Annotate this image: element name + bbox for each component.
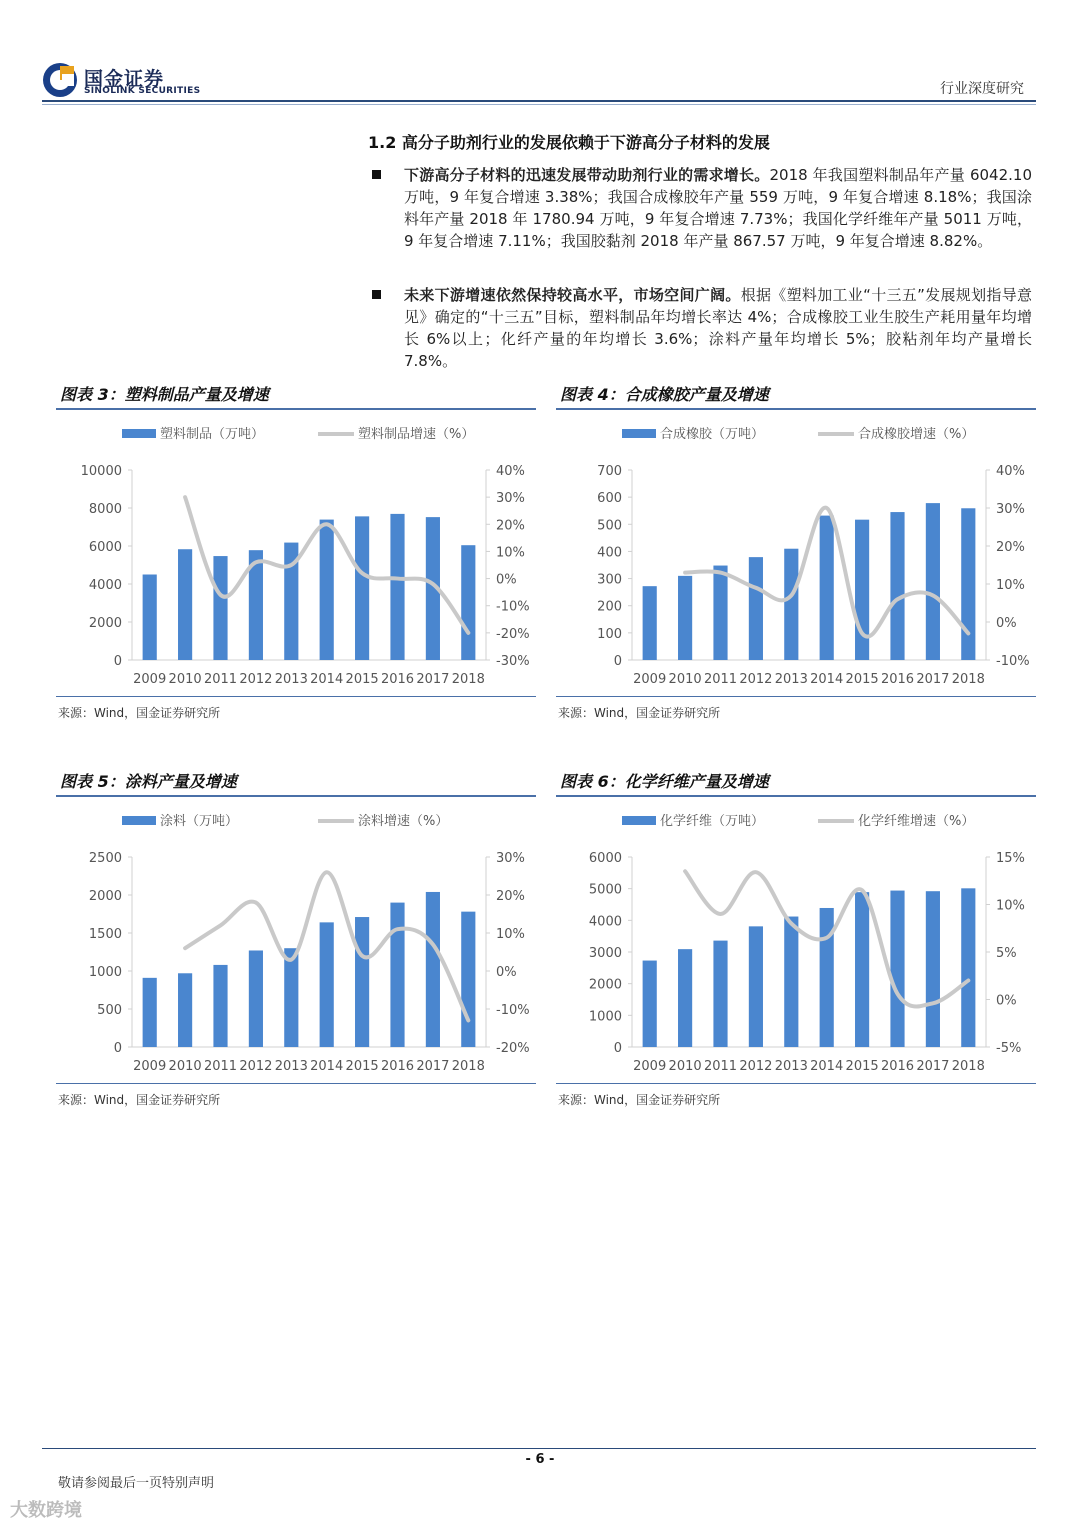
- legend-label: 化学纤维增速（%）: [858, 814, 975, 829]
- bar: [713, 941, 727, 1047]
- bar: [713, 566, 727, 660]
- bar: [213, 556, 227, 660]
- x-axis-tick-label: 2012: [739, 672, 773, 687]
- bar: [390, 903, 404, 1047]
- bar: [143, 575, 157, 661]
- right-axis-tick-label: 20%: [496, 518, 525, 534]
- bar: [390, 514, 404, 660]
- x-axis-tick-label: 2011: [703, 672, 738, 687]
- disclaimer-note: 敬请参阅最后一页特别声明: [58, 1476, 215, 1491]
- figure-title: 图表 6：化学纤维产量及增速: [560, 772, 769, 791]
- right-axis-tick-label: 20%: [496, 889, 525, 904]
- bar: [926, 503, 940, 660]
- x-axis-tick-label: 2016: [380, 672, 415, 687]
- brand-name-cn: 国金证券: [84, 68, 165, 90]
- bullet-square-icon: [372, 290, 381, 299]
- bar: [426, 892, 440, 1047]
- figure-bottom-rule: [56, 1083, 536, 1084]
- bar: [855, 892, 869, 1047]
- x-axis-tick-label: 2014: [310, 1059, 344, 1074]
- bar: [749, 926, 763, 1047]
- x-axis-tick-label: 2016: [880, 1059, 915, 1074]
- page-number: - 6 -: [525, 1452, 555, 1467]
- x-axis-tick-label: 2009: [633, 1059, 667, 1074]
- bullet-lead: 下游高分子材料的迅速发展带动助剂行业的需求增长。: [404, 166, 770, 184]
- left-axis-tick-label: 2000: [588, 977, 622, 993]
- legend-bar-swatch: [622, 429, 656, 438]
- bar: [249, 950, 263, 1047]
- figure-source: 来源：Wind，国金证券研究所: [58, 706, 221, 720]
- left-axis-tick-label: 1000: [88, 965, 122, 980]
- figure-title: 图表 5：涂料产量及增速: [60, 772, 237, 791]
- bar: [643, 961, 657, 1047]
- figure-panel: [56, 380, 536, 725]
- report-type-label: 行业深度研究: [940, 81, 1024, 97]
- header-divider: [42, 100, 1036, 102]
- left-axis-tick-label: 2000: [88, 616, 122, 631]
- left-axis-tick-label: 0: [113, 1041, 122, 1056]
- bar: [355, 917, 369, 1047]
- x-axis-tick-label: 2016: [880, 672, 915, 687]
- left-axis-tick-label: 3000: [588, 946, 622, 961]
- bullet-body: 根据《塑料加工业“十三五”发展规划指导意见》确定的“十三五”目标，塑料制品年均增长率达 4%；合成橡胶工业生胶生产耗用量年均增长 6%以上；化纤产量的年均增长 3.6%；涂料产量年均增长 5%；胶粘剂年均产量增长 7.8%。: [404, 286, 1032, 370]
- bar: [678, 576, 692, 660]
- bullet-square-icon: [372, 170, 381, 179]
- x-axis-tick-label: 2014: [810, 1059, 844, 1074]
- right-axis-tick-label: 30%: [496, 491, 525, 507]
- left-axis-tick-label: 4000: [88, 578, 122, 593]
- figure-source: 来源：Wind，国金证券研究所: [58, 1093, 221, 1107]
- left-axis-tick-label: 4000: [588, 914, 622, 930]
- legend-label: 合成橡胶（万吨）: [660, 427, 765, 442]
- bar: [284, 948, 298, 1047]
- right-axis-tick-label: 10%: [496, 545, 525, 561]
- left-axis-tick-label: 500: [597, 518, 622, 534]
- right-axis-tick-label: -20%: [496, 626, 530, 642]
- bullet-paragraph: [372, 164, 1032, 252]
- figure-title-rule: [556, 795, 1036, 797]
- chart-synthetic-rubber: [556, 412, 1036, 692]
- left-axis-tick-label: 0: [113, 654, 122, 669]
- right-axis-tick-label: -10%: [496, 1003, 530, 1018]
- legend-bar-swatch: [622, 816, 656, 825]
- right-axis-tick-label: 30%: [996, 502, 1025, 517]
- left-axis-tick-label: 600: [597, 491, 622, 507]
- footer-divider: [42, 1448, 1036, 1449]
- right-axis-tick-label: 15%: [996, 851, 1025, 866]
- right-axis-tick-label: 40%: [996, 464, 1025, 479]
- right-axis-tick-label: -30%: [496, 654, 530, 669]
- right-axis-tick-label: -10%: [996, 654, 1030, 669]
- right-axis-tick-label: 0%: [996, 616, 1017, 631]
- page-header: [0, 0, 1080, 110]
- bar: [961, 508, 975, 660]
- legend-bar-swatch: [122, 816, 156, 825]
- bar: [213, 965, 227, 1047]
- chart-chemical-fiber: [556, 799, 1036, 1079]
- figure-title: 图表 3：塑料制品产量及增速: [60, 385, 269, 404]
- right-axis-tick-label: 40%: [496, 464, 525, 479]
- x-axis-tick-label: 2017: [416, 1059, 450, 1074]
- figure-bottom-rule: [556, 696, 1036, 697]
- sinolink-logo-icon: [42, 62, 78, 98]
- x-axis-tick-label: 2017: [916, 1059, 950, 1074]
- bullet-lead: 未来下游增速依然保持较高水平，市场空间广阔。: [404, 286, 741, 304]
- watermark-text: 大数跨境: [10, 1500, 82, 1521]
- figure-title-rule: [56, 408, 536, 410]
- left-axis-tick-label: 200: [597, 599, 622, 615]
- left-axis-tick-label: 5000: [588, 882, 622, 898]
- chart-plastic-products: [56, 412, 536, 692]
- left-axis-tick-label: 300: [597, 572, 622, 588]
- bullet-paragraph: [372, 284, 1032, 372]
- bar: [320, 520, 334, 660]
- figure-title-rule: [556, 408, 1036, 410]
- bar: [143, 978, 157, 1047]
- left-axis-tick-label: 6000: [88, 540, 122, 555]
- x-axis-tick-label: 2016: [380, 1059, 415, 1074]
- x-axis-tick-label: 2018: [451, 672, 485, 687]
- bar: [926, 891, 940, 1047]
- figure-bottom-rule: [556, 1083, 1036, 1084]
- x-axis-tick-label: 2009: [133, 1059, 167, 1074]
- bar: [178, 549, 192, 660]
- x-axis-tick-label: 2018: [951, 672, 985, 687]
- bar: [461, 912, 475, 1047]
- figure-source: 来源：Wind，国金证券研究所: [558, 706, 721, 720]
- legend-label: 塑料制品增速（%）: [358, 427, 475, 442]
- bar: [855, 520, 869, 660]
- x-axis-tick-label: 2012: [739, 1059, 773, 1074]
- left-axis-tick-label: 0: [613, 654, 622, 669]
- bar: [461, 545, 475, 660]
- x-axis-tick-label: 2010: [668, 672, 702, 687]
- right-axis-tick-label: -20%: [496, 1041, 530, 1056]
- left-axis-tick-label: 1500: [88, 927, 122, 942]
- right-axis-tick-label: 20%: [996, 540, 1025, 555]
- legend-bar-swatch: [122, 429, 156, 438]
- left-axis-tick-label: 8000: [88, 502, 122, 517]
- bar: [178, 973, 192, 1047]
- x-axis-tick-label: 2011: [203, 1059, 238, 1074]
- chart-coatings: [56, 799, 536, 1079]
- x-axis-tick-label: 2017: [916, 672, 950, 687]
- legend-label: 涂料增速（%）: [358, 814, 449, 829]
- left-axis-tick-label: 2500: [88, 851, 122, 866]
- x-axis-tick-label: 2018: [951, 1059, 985, 1074]
- bar: [961, 888, 975, 1047]
- bullet-body: 2018 年我国塑料制品年产量 6042.10 万吨，9 年复合增速 3.38%；我国合成橡胶年产量 559 万吨，9 年复合增速 8.18%；我国涂料年产量 2018 年 1780.94 万吨，9 年复合增速 7.73%；我国化学纤维年产量 5011 万吨，9 年复合增速 7.11%；我国胶黏剂 2018 年产量 867.57 万吨，9 年复合增速 8.82%。: [404, 166, 1032, 250]
- left-axis-tick-label: 6000: [588, 851, 622, 866]
- x-axis-tick-label: 2011: [703, 1059, 738, 1074]
- legend-label: 合成橡胶增速（%）: [858, 427, 975, 442]
- right-axis-tick-label: 0%: [996, 993, 1017, 1009]
- left-axis-tick-label: 100: [597, 626, 622, 642]
- section-title: 1.2 高分子助剂行业的发展依赖于下游高分子材料的发展: [368, 133, 770, 152]
- bar: [784, 917, 798, 1047]
- figure-title: 图表 4：合成橡胶产量及增速: [560, 385, 769, 404]
- x-axis-tick-label: 2013: [774, 672, 808, 687]
- x-axis-tick-label: 2011: [203, 672, 238, 687]
- x-axis-tick-label: 2009: [633, 672, 667, 687]
- brand-name-en: SINOLINK SECURITIES: [84, 86, 201, 96]
- right-axis-tick-label: 30%: [496, 851, 525, 866]
- bar: [355, 516, 369, 660]
- x-axis-tick-label: 2013: [274, 1059, 308, 1074]
- right-axis-tick-label: 10%: [496, 927, 525, 942]
- left-axis-tick-label: 700: [597, 464, 622, 479]
- legend-label: 涂料（万吨）: [160, 814, 239, 829]
- figure-title-rule: [56, 795, 536, 797]
- x-axis-tick-label: 2015: [345, 1059, 379, 1074]
- x-axis-tick-label: 2015: [345, 672, 379, 687]
- x-axis-tick-label: 2018: [451, 1059, 485, 1074]
- x-axis-tick-label: 2013: [274, 672, 308, 687]
- left-axis-tick-label: 400: [597, 545, 622, 561]
- x-axis-tick-label: 2010: [168, 1059, 202, 1074]
- left-axis-tick-label: 1000: [588, 1009, 622, 1025]
- left-axis-tick-label: 2000: [88, 889, 122, 904]
- x-axis-tick-label: 2012: [239, 1059, 273, 1074]
- x-axis-tick-label: 2010: [168, 672, 202, 687]
- legend-label: 塑料制品（万吨）: [160, 427, 265, 442]
- x-axis-tick-label: 2015: [845, 672, 879, 687]
- bar: [678, 949, 692, 1047]
- x-axis-tick-label: 2013: [774, 1059, 808, 1074]
- bar: [784, 549, 798, 660]
- bar: [820, 516, 834, 660]
- bullet-text: [404, 164, 1032, 252]
- figure-panel: [556, 380, 1036, 725]
- bar: [643, 586, 657, 660]
- bar: [320, 922, 334, 1047]
- header-divider-thin: [42, 104, 1036, 105]
- left-axis-tick-label: 0: [613, 1041, 622, 1056]
- right-axis-tick-label: 0%: [496, 572, 517, 588]
- x-axis-tick-label: 2015: [845, 1059, 879, 1074]
- right-axis-tick-label: -5%: [996, 1041, 1022, 1056]
- bar: [749, 557, 763, 660]
- bar: [820, 908, 834, 1047]
- bar: [890, 891, 904, 1047]
- figure-panel: [56, 767, 536, 1112]
- x-axis-tick-label: 2017: [416, 672, 450, 687]
- figure-bottom-rule: [56, 696, 536, 697]
- x-axis-tick-label: 2012: [239, 672, 273, 687]
- right-axis-tick-label: 0%: [496, 965, 517, 980]
- legend-label: 化学纤维（万吨）: [660, 814, 765, 829]
- right-axis-tick-label: 10%: [996, 578, 1025, 593]
- figure-source: 来源：Wind，国金证券研究所: [558, 1093, 721, 1107]
- x-axis-tick-label: 2009: [133, 672, 167, 687]
- x-axis-tick-label: 2014: [310, 672, 344, 687]
- right-axis-tick-label: 5%: [996, 946, 1017, 961]
- right-axis-tick-label: 10%: [996, 898, 1025, 914]
- left-axis-tick-label: 10000: [80, 464, 122, 479]
- figure-panel: [556, 767, 1036, 1112]
- bullet-text: [404, 284, 1032, 372]
- bar: [890, 512, 904, 660]
- left-axis-tick-label: 500: [97, 1003, 122, 1018]
- x-axis-tick-label: 2014: [810, 672, 844, 687]
- x-axis-tick-label: 2010: [668, 1059, 702, 1074]
- right-axis-tick-label: -10%: [496, 599, 530, 615]
